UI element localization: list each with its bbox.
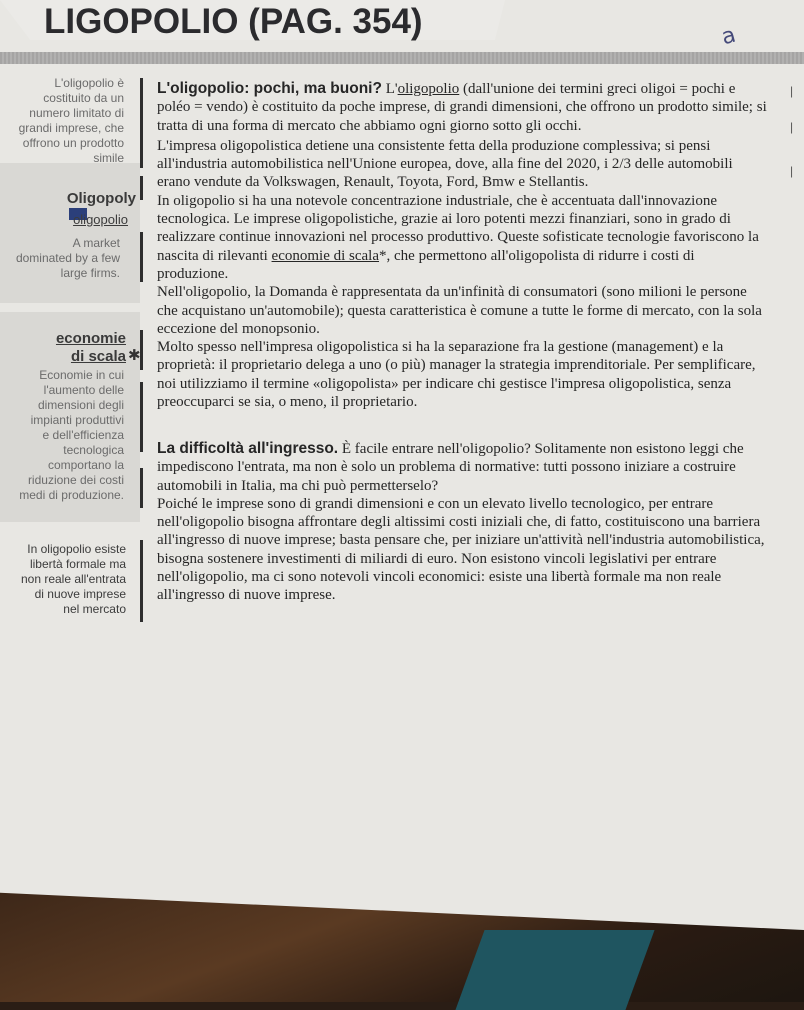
text-run: In oligopolio si ha una notevole concentrazione industriale, che è accentuata dall'innovazione tecnologica. Le imprese oligopolistiche, grazie ai loro potenti mezzi finanziari, sono in grado di realizzare continue innovazioni nel processo produttivo. Queste sofisticate tecnologie favoriscono la nascita di rilevanti — [157, 192, 759, 264]
margin-line: Economie in cui — [39, 368, 124, 382]
text-run: È facile entrare nell'oligopolio? Solitamente non esistono leggi che impediscono l'entrata, ma non è solo un problema di normative: tutti possono iniziare a costruire automobili in Italia, ma chi può permetterselo? — [157, 441, 744, 494]
margin-line: large firms. — [60, 266, 120, 280]
margin-line: non reale all'entrata — [20, 572, 126, 586]
term-highlight: economie di scala — [271, 247, 380, 264]
next-page-edge: | — [790, 84, 794, 98]
margin-line: l'aumento delle — [43, 383, 124, 397]
page-heading: LIGOPOLIO (PAG. 354) — [44, 2, 423, 41]
column-rule-6 — [140, 468, 143, 508]
term-italian: oligopolio — [73, 212, 128, 227]
decorative-band — [0, 52, 804, 64]
margin-line: impianti produttivi — [30, 413, 124, 427]
cloth-background — [455, 930, 654, 1010]
margin-line: dimensioni degli — [37, 398, 124, 412]
margin-line: dominated by a few — [15, 251, 120, 265]
margin-note-entrata — [21, 542, 126, 617]
section-ingresso — [157, 440, 767, 605]
paragraph-barriera: Poiché le imprese sono di grandi dimensioni e con un elevato livello tecnologico, per entrare nell'oligopolio bisogna affrontare degli altissimi costi iniziali che, di fatto, costituiscono una barriera all'ingresso di nuove imprese; basta pensare che, per iniziare un'attività nell'industria automobilistica, bisogna sostenere investimenti di miliardi di euro. Non esistono vincoli legislativi per entrare nell'oligopolio, ma ci sono notevoli vincoli economici: esiste una libertà formale ma non reale all'ingresso di nuove imprese. — [157, 495, 765, 604]
margin-line: comportano la — [47, 458, 124, 472]
glossary-term-economie-di-scala — [56, 330, 126, 366]
paragraph-management: Molto spesso nell'impresa oligopolistica si ha la separazione fra la gestione (management) e la proprietà: il proprietario delega a uno (o più) manager la strategia imprenditoriale. Per semplificare, noi utilizziamo il termine «oligopolista» per indicare chi gestisce l'impresa oligopolistica, senza preoccuparci se sia, o meno, il proprietario. — [157, 339, 756, 411]
margin-line: numero limitato di — [29, 106, 124, 120]
margin-line: offrono un prodotto — [22, 136, 124, 150]
paragraph-domanda: Nell'oligopolio, la Domanda è rappresentata da un'infinità di consumatori (sono milioni le persone che acquistano un'automobile); questa caratteristica è comune a tutte le forme di mercato, con la sola eccezione del monopsonio. — [157, 284, 762, 337]
glossary-definition-scala — [19, 368, 124, 503]
margin-line: grandi imprese, che — [18, 121, 124, 135]
column-rule-3 — [140, 232, 143, 282]
term-line: di scala — [70, 348, 126, 365]
glossary-term-italian — [73, 212, 128, 227]
margin-shade-1 — [0, 163, 140, 303]
section-title: La difficoltà all'ingresso. — [157, 440, 339, 457]
term-highlight: oligopolio — [397, 81, 460, 97]
paragraph-quota: L'impresa oligopolistica detiene una consistente fetta della produzione complessiva; si pensi all'industria automobilistica nell'Unione europea, dove, alla fine del 2020, i 2/3 delle automobili erano vendute da Volkswagen, Renault, Toyota, Ford, Bmw e Stellantis. — [157, 137, 733, 191]
margin-line: tecnologica — [63, 443, 124, 457]
glossary-definition — [16, 236, 120, 281]
paragraph-innovazione — [157, 192, 767, 283]
margin-line: A market — [72, 236, 120, 250]
handwritten-mark: a — [718, 22, 739, 51]
text-run: L' — [381, 81, 398, 97]
term-line: economie — [55, 330, 126, 347]
column-rule-7 — [140, 540, 143, 622]
column-rule-1 — [140, 78, 143, 168]
margin-line: di nuove imprese — [34, 587, 126, 601]
section-oligopolio — [157, 80, 767, 411]
column-rule-5 — [140, 382, 143, 452]
margin-line: medi di produzione. — [19, 488, 124, 502]
section-title: L'oligopolio: pochi, ma buoni? — [157, 80, 382, 97]
margin-line: simile — [93, 151, 124, 165]
margin-line: riduzione dei costi — [27, 473, 124, 487]
term-english: Oligopoly — [66, 190, 136, 207]
margin-line: e dell'efficienza — [42, 428, 124, 442]
paragraph-difficolta — [157, 440, 767, 495]
margin-line: libertà formale ma — [29, 557, 126, 571]
next-page-edge: | — [790, 120, 794, 134]
paragraph-intro — [157, 80, 767, 135]
next-page-edge: | — [790, 164, 794, 178]
asterisk-icon: ✱ — [128, 346, 141, 364]
margin-line: In oligopolio esiste — [27, 542, 126, 556]
text-run: *, che permettono all'oligopolista di ridurre i costi di produzione. — [157, 247, 695, 282]
margin-note-oligopolio — [19, 76, 124, 166]
margin-line: L'oligopolio è — [54, 76, 124, 90]
text-run: (dall'unione dei termini greci oligoi = pochi e poléo = vendo) è costituito da poche imprese, di grandi dimensioni, che offrono un prodotto simile; si tratta di una forma di mercato che abbiamo ogni giorno sotto gli occhi. — [157, 81, 767, 134]
margin-line: nel mercato — [63, 602, 126, 616]
column-rule-2 — [140, 176, 143, 200]
margin-line: costituito da un — [43, 91, 124, 105]
